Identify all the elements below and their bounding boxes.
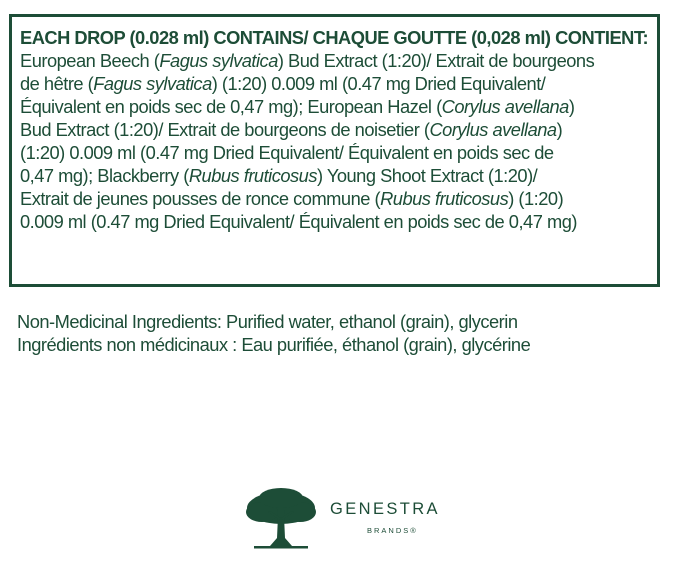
latin-name: Corylus avellana: [429, 119, 557, 140]
panel-line-text: Extrait de jeunes pousses de ronce commune (: [20, 188, 381, 209]
non-medicinal-ingredients: [17, 310, 667, 356]
ingredients-english: Non-Medicinal Ingredients: Purified water, ethanol (grain), glycerin: [17, 311, 518, 332]
panel-line-text: European Beech (: [20, 50, 160, 71]
panel-line: [20, 187, 656, 210]
panel-line-text: 0.009 ml (0.47 mg Dried Equivalent/ Équivalent en poids sec de 0,47 mg): [20, 211, 577, 232]
ingredient-panel: [9, 14, 660, 287]
panel-line-text: de hêtre (: [20, 73, 94, 94]
panel-line: [20, 95, 656, 118]
panel-line-text: (1:20) 0.009 ml (0.47 mg Dried Equivalent/ Équivalent en poids sec de: [20, 142, 554, 163]
brand-logo: [240, 486, 460, 556]
panel-line-text: 0,47 mg); Blackberry (: [20, 165, 189, 186]
panel-line-text: Équivalent en poids sec de 0,47 mg); European Hazel (: [20, 96, 442, 117]
panel-line: [20, 72, 656, 95]
brand-subtitle: BRANDS®: [367, 526, 418, 535]
panel-text: [20, 26, 656, 233]
panel-line-text: ) (1:20) 0.009 ml (0.47 mg Dried Equivalent/: [211, 73, 546, 94]
latin-name: Rubus fruticosus: [380, 188, 509, 209]
panel-line: [20, 118, 656, 141]
panel-line: [20, 141, 656, 164]
panel-line-text: ) Bud Extract (1:20)/ Extrait de bourgeons: [277, 50, 595, 71]
panel-line-text: ) (1:20): [508, 188, 564, 209]
panel-line-text: ) Young Shoot Extract (1:20)/: [316, 165, 538, 186]
panel-line-text: ): [556, 119, 563, 140]
latin-name: Fagus sylvatica: [93, 73, 212, 94]
latin-name: Fagus sylvatica: [159, 50, 278, 71]
latin-name: Rubus fruticosus: [188, 165, 317, 186]
tree-icon: [240, 486, 322, 552]
panel-line: [20, 49, 656, 72]
panel-line: [20, 164, 656, 187]
panel-lines: [20, 49, 656, 233]
ingredients-french: Ingrédients non médicinaux : Eau purifiée, éthanol (grain), glycérine: [17, 334, 531, 355]
latin-name: Corylus avellana: [441, 96, 569, 117]
panel-line-text: Bud Extract (1:20)/ Extrait de bourgeons de noisetier (: [20, 119, 430, 140]
panel-headline: EACH DROP (0.028 ml) CONTAINS/ CHAQUE GOUTTE (0,028 ml) CONTIENT:: [20, 27, 649, 48]
panel-line: [20, 210, 656, 233]
panel-line-text: ): [568, 96, 575, 117]
brand-name: GENESTRA: [330, 500, 440, 518]
